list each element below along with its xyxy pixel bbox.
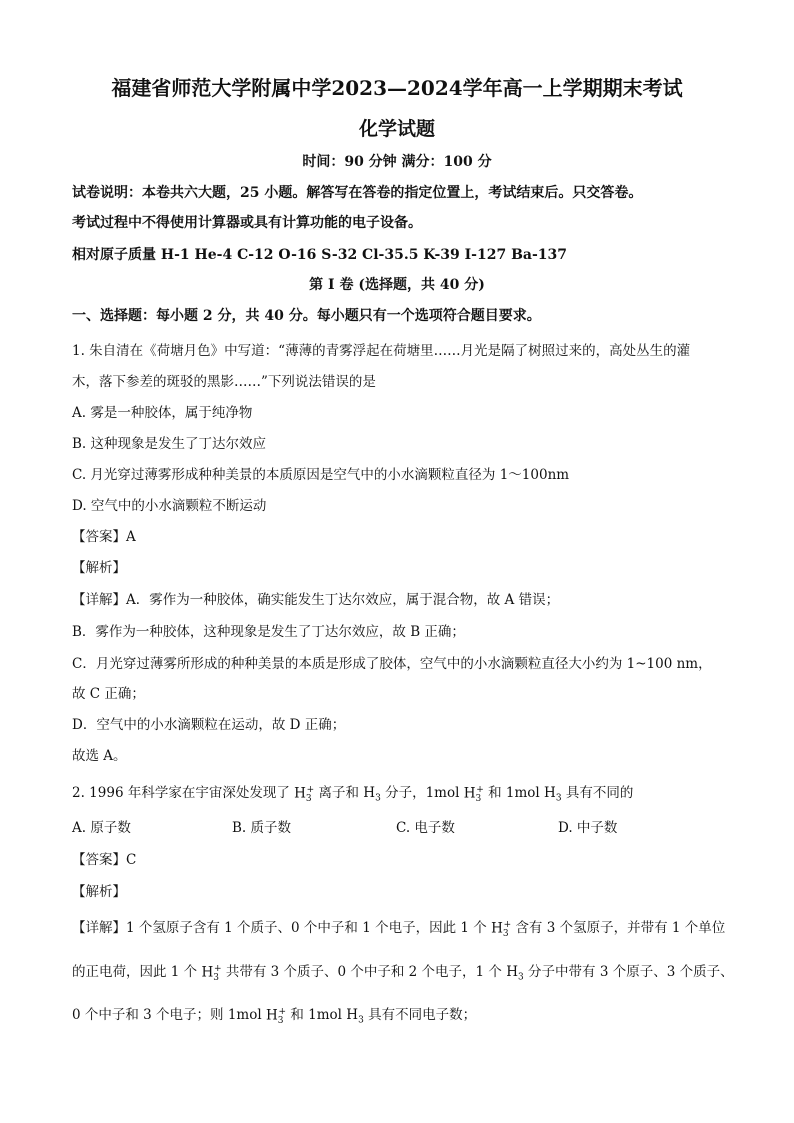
section1-heading: 一、选择题：每小题 2 分，共 40 分。每小题只有一个选项符合题目要求。 bbox=[72, 308, 541, 324]
part1-heading: 第 I 卷 (选择题，共 40 分) bbox=[309, 277, 485, 293]
q2-stem-suffix: 具有不同的 bbox=[565, 785, 634, 801]
q1-stem-line-1: 1. 朱自清在《荷塘月色》中写道：“薄薄的青雾浮起在荷塘里……月光是隔了树照过来的，高处丛生的灌 bbox=[72, 343, 691, 359]
q2-detail-line-2: 的正电荷，因此 1 个 $H_3^+$ 共带有 3 个质子、0 个中子和 2 个电子，1 个 $H_3$ 分子中带有 3 个原子、3 个质子、 bbox=[72, 963, 734, 983]
q2-stem-mid-1: 离子和 bbox=[318, 785, 359, 801]
instructions-line-2: 考试过程中不得使用计算器或具有计算功能的电子设备。 bbox=[72, 215, 422, 231]
q1-detail-c-line-1: C．月光穿过薄雾所形成的种种美景的本质是形成了胶体，空气中的小水滴颗粒直径大小约为 1~100 nm， bbox=[72, 656, 712, 672]
h3-plus-formula: $H_3^+$ bbox=[201, 963, 222, 983]
q2-detail-line-3: 0 个中子和 3 个电子；则 1mol $H_3^+$ 和 1mol $H_3$ 具有不同电子数； bbox=[72, 1006, 477, 1026]
instructions-line-1: 试卷说明：本卷共六大题，25 小题。解答写在答卷的指定位置上，考试结束后。只交答卷。 bbox=[72, 185, 643, 201]
q1-option-d: D. 空气中的小水滴颗粒不断运动 bbox=[72, 498, 267, 514]
time-info: 时间：90 分钟 满分：100 分 bbox=[302, 154, 492, 170]
q2-stem-prefix: 2. 1996 年科学家在宇宙深处发现了 bbox=[72, 785, 290, 801]
q1-detail-d: D．空气中的小水滴颗粒在运动，故 D 正确； bbox=[72, 717, 346, 733]
q1-analysis-label: 【解析】 bbox=[72, 560, 126, 576]
q1-detail-b: B．雾作为一种胶体，这种现象是发生了丁达尔效应，故 B 正确； bbox=[72, 624, 465, 640]
h3-formula: $H_3$ bbox=[506, 964, 524, 983]
h3-plus-formula: $H_3^+$ bbox=[265, 1006, 287, 1026]
q2-stem-mid-3: 和 1mol bbox=[488, 785, 540, 801]
h3-plus-formula: $H_3^+$ bbox=[294, 784, 315, 804]
atomic-masses: 相对原子质量 H-1 He-4 C-12 O-16 S-32 Cl-35.5 K-39 I-127 Ba-137 bbox=[72, 247, 568, 263]
q2-option-d: D. 中子数 bbox=[558, 820, 618, 836]
h3-formula: $H_3$ bbox=[544, 785, 562, 804]
q2-options bbox=[72, 816, 722, 836]
q2-option-c: C. 电子数 bbox=[396, 820, 455, 836]
exam-subtitle: 化学试题 bbox=[358, 118, 435, 140]
q1-answer: 【答案】A bbox=[72, 529, 136, 545]
q2-stem-mid-2: 分子，1mol bbox=[385, 785, 460, 801]
q2-analysis-label: 【解析】 bbox=[72, 884, 126, 900]
q2-answer: 【答案】C bbox=[72, 852, 137, 868]
h3-plus-formula: $H_3^+$ bbox=[463, 784, 484, 804]
h3-formula: $H_3$ bbox=[346, 1007, 364, 1026]
q1-detail-a: 【详解】A．雾作为一种胶体，确实能发生丁达尔效应，属于混合物，故 A 错误； bbox=[72, 592, 560, 608]
q1-option-a: A. 雾是一种胶体，属于纯净物 bbox=[72, 405, 253, 421]
q1-option-c: C. 月光穿过薄雾形成种种美景的本质原因是空气中的小水滴颗粒直径为 1～100nm bbox=[72, 467, 570, 483]
h3-formula: $H_3$ bbox=[363, 785, 381, 804]
q1-conclusion: 故选 A。 bbox=[72, 748, 127, 764]
q1-option-b: B. 这种现象是发生了丁达尔效应 bbox=[72, 436, 267, 452]
q1-stem-line-2: 木，落下参差的斑驳的黑影……”下列说法错误的是 bbox=[72, 374, 376, 390]
q1-detail-c-line-2: 故 C 正确； bbox=[72, 686, 145, 702]
q2-detail-line-1: 【详解】1 个氢原子含有 1 个质子、0 个中子和 1 个电子，因此 1 个 $H_3^+$ 含有 3 个氢原子，并带有 1 个单位 bbox=[72, 919, 726, 939]
q2-option-a: A. 原子数 bbox=[72, 820, 131, 836]
q2-stem bbox=[72, 781, 633, 804]
q2-option-b: B. 质子数 bbox=[232, 820, 292, 836]
h3-plus-formula: $H_3^+$ bbox=[491, 919, 512, 939]
exam-title: 福建省师范大学附属中学2023—2024学年高一上学期期末考试 bbox=[111, 76, 683, 100]
